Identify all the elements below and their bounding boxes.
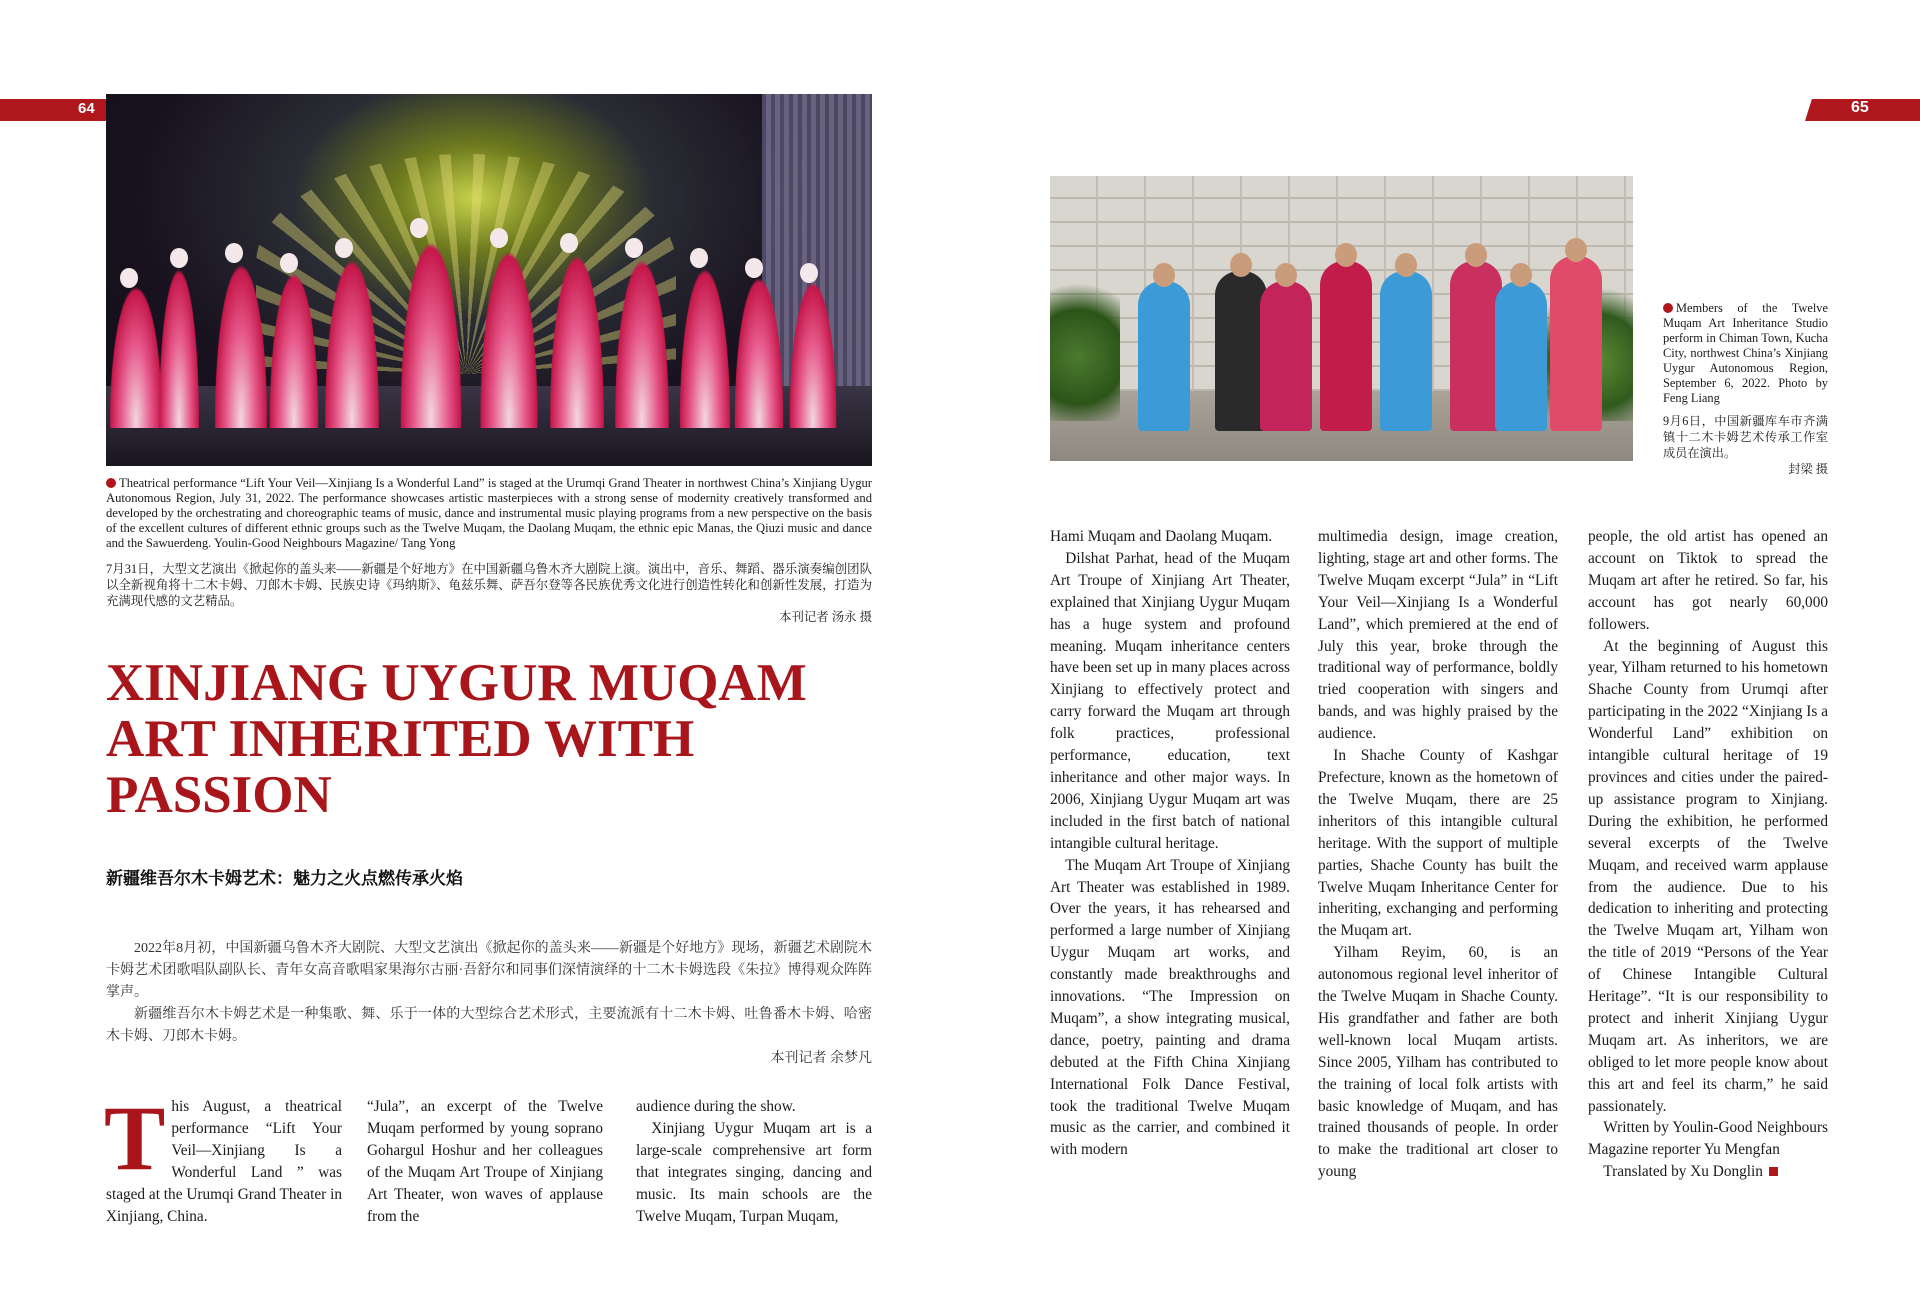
left-page-number: 64 <box>78 100 95 117</box>
dancer-figure <box>321 238 383 428</box>
dancer-figure <box>676 248 734 428</box>
caption-text: 7月31日，大型文艺演出《掀起你的盖头来——新疆是个好地方》在中国新疆乌鲁木齐大剧院上演。演出中，音乐、舞蹈、器乐演奏编创团队以全新视角将十二木卡姆、刀郎木卡姆、民族史诗《玛纳斯》、龟兹乐舞、萨吾尔登等各民族优秀文化进行创造性转化和创新性发展，打造为充满现代感的文艺精品。 <box>106 562 872 608</box>
photo1-caption-cn <box>106 561 872 625</box>
dancer-figure <box>156 248 202 428</box>
caption-text: Theatrical performance “Lift Your Veil—Xinjiang Is a Wonderful Land” is staged at the Urumqi Grand Theater in northwest China’s Xinjiang Uygur Autonomous Region, July 31, 2022. The performance showcases artistic masterpieces with a strong sense of modernity creatively transformed and developed by the orchestrating and choreographic teams of music, dance and instrumental music playing programs from a new perspective on the basis of the excellent cultures of different ethnic groups such as the Twelve Muqam, the Daolang Muqam, the ethnic epic Manas, the Qiuzi music and dance and the Sawuerdeng. Youlin-Good Neighbours Magazine/ Tang Yong <box>106 476 872 550</box>
body-column-2 <box>367 1096 603 1227</box>
musician-figure <box>1138 281 1190 431</box>
chinese-intro <box>106 938 872 1070</box>
dancer-figure <box>476 228 542 428</box>
caption-arrow-icon <box>1663 303 1673 313</box>
photo2-caption-en <box>1663 301 1828 406</box>
drop-cap: T <box>104 1087 166 1189</box>
right-page-header <box>1805 96 1920 124</box>
dancer-figure <box>786 263 840 428</box>
photo1-caption-en <box>106 476 872 551</box>
body-column-4 <box>1050 526 1290 1161</box>
muqam-musicians-photo <box>1050 176 1633 461</box>
dancer-figure <box>546 233 608 428</box>
translator-credit <box>1588 1161 1828 1183</box>
body-column-3 <box>636 1096 872 1227</box>
dancer-figure <box>211 243 271 428</box>
dancer-figure <box>611 238 673 428</box>
musician-figure <box>1380 271 1432 431</box>
singer-figure <box>1320 261 1372 431</box>
dancer-figure <box>266 253 322 428</box>
body-paragraph: The Muqam Art Troupe of Xinjiang Art Theater was established in 1989. Over the years, it has rehearsed and performed a large number of Xinjiang Uygur Muqam art works, and constantly made breakthroughs and innovations. “The Impression on Muqam”, a show integrating musical, dance, poetry, painting and drama debuted at the Fifth China Xinjiang International Folk Dance Festival, took the traditional Twelve Muqam music as the carrier, and combined it with modern <box>1050 856 1290 1159</box>
singer-figure <box>1550 256 1602 431</box>
intro-credit: 本刊记者 余梦凡 <box>770 1051 872 1066</box>
photo-credit: 本刊记者 汤永 摄 <box>779 610 872 624</box>
intro-paragraph: 2022年8月初，中国新疆乌鲁木齐大剧院、大型文艺演出《掀起你的盖头来——新疆是个好地方》现场，新疆艺术剧院木卡姆艺术团歌唱队副队长、青年女高音歌唱家果海尔古丽·吾舒尔和同事们深情演绎的十二木卡姆选段《朱拉》博得观众阵阵掌声。 <box>106 941 872 1000</box>
body-paragraph: Yilham Reyim, 60, is an autonomous regional level inheritor of the Twelve Muqam in Shache County. His grandfather and father are both well-known local Muqam artists. Since 2005, Yilham has contributed to the training of local folk artists with basic knowledge of Muqam, and has trained thousands of people. In order to make the traditional art closer to young <box>1318 944 1558 1181</box>
author-credit: Written by Youlin-Good Neighbours Magazine reporter Yu Mengfan <box>1588 1119 1828 1159</box>
caption-arrow-icon <box>106 478 116 488</box>
body-paragraph: audience during the show. <box>636 1098 796 1115</box>
potted-plants <box>1050 261 1120 421</box>
caption-text: Members of the Twelve Muqam Art Inheritance Studio perform in Chiman Town, Kucha City, northwest China’s Xinjiang Uygur Autonomous Region, September 6, 2022. Photo by Feng Liang <box>1663 301 1828 405</box>
body-paragraph: “Jula”, an excerpt of the Twelve Muqam performed by young soprano Gohargul Hoshur and her colleagues of the Muqam Art Troupe of Xinjiang Art Theater, won waves of applause from the <box>367 1098 603 1225</box>
body-paragraph: people, the old artist has opened an account on Tiktok to spread the Muqam art after he retired. So far, his account has got nearly 60,000 followers. <box>1588 528 1828 633</box>
body-column-1 <box>104 1087 342 1227</box>
stage-performance-photo <box>106 94 872 466</box>
intro-paragraph: 新疆维吾尔木卡姆艺术是一种集歌、舞、乐于一体的大型综合艺术形式，主要流派有十二木卡姆、吐鲁番木卡姆、哈密木卡姆、刀郎木卡姆。 <box>106 1007 872 1044</box>
body-column-5 <box>1318 526 1558 1183</box>
dancer-figure <box>396 218 466 428</box>
body-paragraph: Hami Muqam and Daolang Muqam. <box>1050 528 1273 545</box>
body-text: his August, a theatrical performance “Lift Your Veil—Xinjiang Is a Wonderful Land ” was staged at the Urumqi Grand Theater in Xinjiang, China. <box>106 1098 342 1225</box>
photo-credit: 封梁 摄 <box>1788 462 1828 476</box>
body-paragraph: At the beginning of August this year, Yilham returned to his hometown Shache County from Urumqi after participating in the 2022 “Xinjiang Is a Wonderful Land” exhibition on intangible cultural heritage of 19 provinces and cities under the paired-up assistance program to Xinjiang. During the exhibition, he performed several excerpts of the Twelve Muqam, and received warm applause from the audience. Due to his dedication to inheriting and protecting the Twelve Muqam art, Yilham won the title of 2019 “Persons of the Year of Chinese Intangible Cultural Heritage”. “It is our responsibility to protect and inherit Xinjiang Uygur Muqam art. As inheritors, we are obliged to let more people know about this art and feel its charm,” he said passionately. <box>1588 637 1828 1115</box>
article-headline: XINJIANG UYGUR MUQAM ART INHERITED WITH PASSION <box>106 654 807 824</box>
body-paragraph: Dilshat Parhat, head of the Muqam Art Troupe of Xinjiang Art Theater, explained that Xinjiang Uygur Muqam has a huge system and profound meaning. Muqam inheritance centers have been set up in many places across Xinjiang to effectively protect and carry forward the Muqam art through folk practices, professional performance, education, text inheritance and other major ways. In 2006, Xinjiang Uygur Muqam art was included in the first batch of national intangible cultural heritage. <box>1050 549 1290 852</box>
photo2-caption-cn <box>1663 413 1828 477</box>
singer-figure <box>1260 281 1312 431</box>
body-paragraph: Xinjiang Uygur Muqam art is a large-scale comprehensive art form that integrates singing, dancing and music. Its main schools are the Twelve Muqam, Turpan Muqam, <box>636 1119 872 1225</box>
musician-figure <box>1495 281 1547 431</box>
translator-text: Translated by Xu Donglin <box>1603 1163 1763 1181</box>
dancer-figure <box>731 258 787 428</box>
body-paragraph: multimedia design, image creation, lighting, stage art and other forms. The Twelve Muqam excerpt “Jula” in “Lift Your Veil—Xinjiang Is a Wonderful Land”, which premiered at the end of July this year, broke through the traditional way of performance, boldly tried cooperation with singers and bands, and was highly praised by the audience. <box>1318 528 1558 743</box>
body-column-6 <box>1588 526 1828 1183</box>
right-page-number: 65 <box>1851 99 1869 116</box>
body-paragraph: In Shache County of Kashgar Prefecture, known as the hometown of the Twelve Muqam, there are 25 inheritors of this intangible cultural heritage. With the support of multiple parties, Shache County has built the Twelve Muqam Inheritance Center for inheriting, exchanging and performing the Muqam art. <box>1318 747 1558 940</box>
article-subhead-cn: 新疆维吾尔木卡姆艺术：魅力之火点燃传承火焰 <box>106 869 463 888</box>
end-mark-icon <box>1769 1167 1778 1176</box>
caption-text: 9月6日，中国新疆库车市齐满镇十二木卡姆艺术传承工作室成员在演出。 <box>1663 414 1828 460</box>
